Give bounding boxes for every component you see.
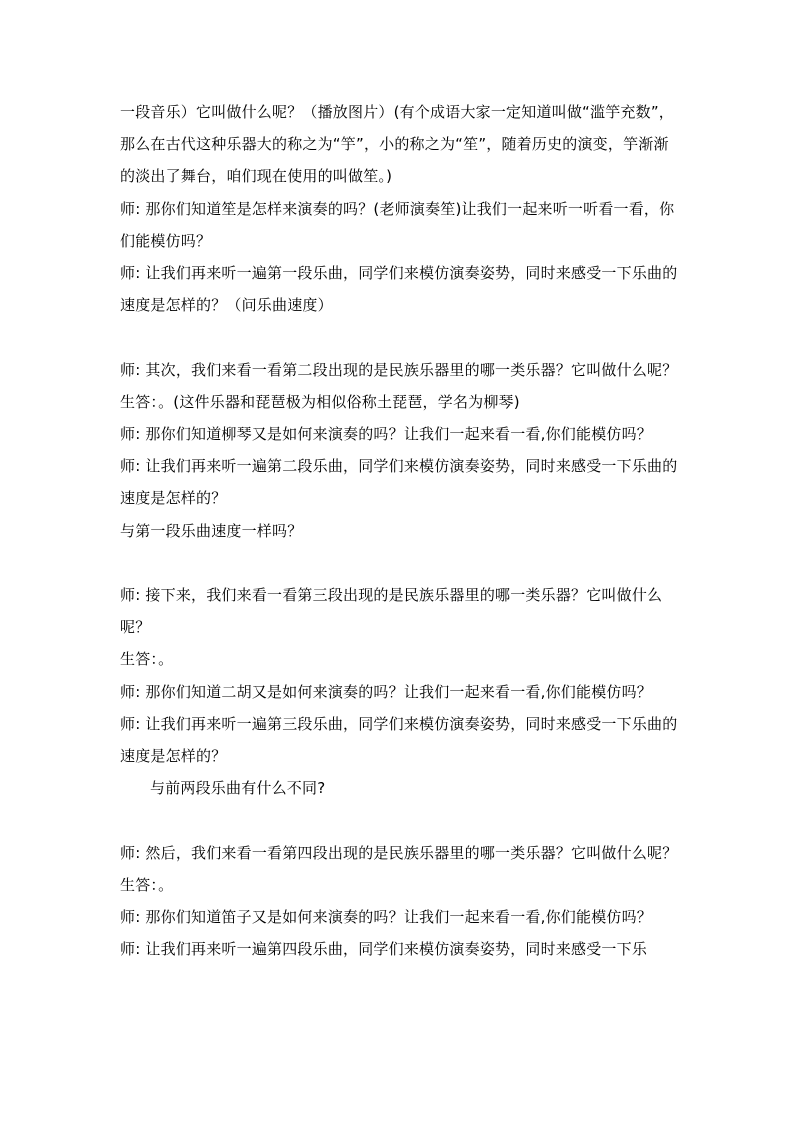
paragraph-student-answer: 生答：。 bbox=[120, 875, 174, 894]
paragraph-student-answer-liuqin: 生答：。(这件乐器和琵琶极为相似俗称土琵琶，学名为柳琴) bbox=[120, 392, 520, 411]
paragraph-dizi-demo: 师: 那你们知道笛子又是如何来演奏的吗？让我们一起来看一看,你们能模仿吗？ bbox=[120, 908, 652, 927]
paragraph-sheng-demo: 师: 那你们知道笙是怎样来演奏的吗？(老师演奏笙)让我们一起来听一听看一看，你们能模仿吗？ bbox=[120, 199, 675, 250]
paragraph-third-piece-question: 师: 接下来，我们来看一看第三段出现的是民族乐器里的哪一类乐器？它叫做什么呢？ bbox=[120, 586, 663, 637]
paragraph-third-piece-speed: 师: 让我们再来听一遍第三段乐曲，同学们来模仿演奏姿势，同时来感受一下乐曲的速度是怎样的？ bbox=[120, 714, 678, 766]
paragraph-second-piece-speed: 师: 让我们再来听一遍第二段乐曲，同学们来模仿演奏姿势，同时来感受一下乐曲的速度是怎样的？ bbox=[120, 457, 678, 508]
paragraph-fourth-piece-speed: 师: 让我们再来听一遍第四段乐曲，同学们来模仿演奏姿势，同时来感受一下乐 bbox=[120, 940, 648, 959]
paragraph-gap bbox=[120, 321, 680, 353]
paragraph-difference-question: 与前两段乐曲有什么不同? bbox=[150, 779, 326, 798]
paragraph-erhu-demo: 师: 那你们知道二胡又是如何来演奏的吗？让我们一起来看一看,你们能模仿吗？ bbox=[120, 682, 652, 701]
paragraph-fourth-piece-question: 师: 然后，我们来看一看第四段出现的是民族乐器里的哪一类乐器？它叫做什么呢？ bbox=[120, 843, 678, 862]
paragraph-speed-comparison: 与第一段乐曲速度一样吗？ bbox=[120, 521, 303, 540]
paragraph-gap bbox=[120, 804, 680, 836]
paragraph-intro-music: 一段音乐）它叫做什么呢？（播放图片）(有个成语大家一定知道叫做“滥竽充数”，那么在古代这种乐器大的称之为“竽”，小的称之为“笙”，随着历史的演变，竽渐渐的淡出了舞台，咱们现在使用的叫做笙。) bbox=[120, 103, 674, 186]
paragraph-first-piece-speed: 师: 让我们再来听一遍第一段乐曲，同学们来模仿演奏姿势，同时来感受一下乐曲的速度是怎样的？（问乐曲速度） bbox=[120, 264, 678, 315]
paragraph-gap bbox=[120, 547, 680, 579]
document-body bbox=[120, 96, 680, 965]
paragraph-second-piece-question: 师: 其次，我们来看一看第二段出现的是民族乐器里的哪一类乐器？它叫做什么呢？ bbox=[120, 360, 678, 379]
paragraph-liuqin-demo: 师: 那你们知道柳琴又是如何来演奏的吗？让我们一起来看一看,你们能模仿吗？ bbox=[120, 425, 652, 444]
paragraph-student-answer: 生答：。 bbox=[120, 650, 174, 669]
